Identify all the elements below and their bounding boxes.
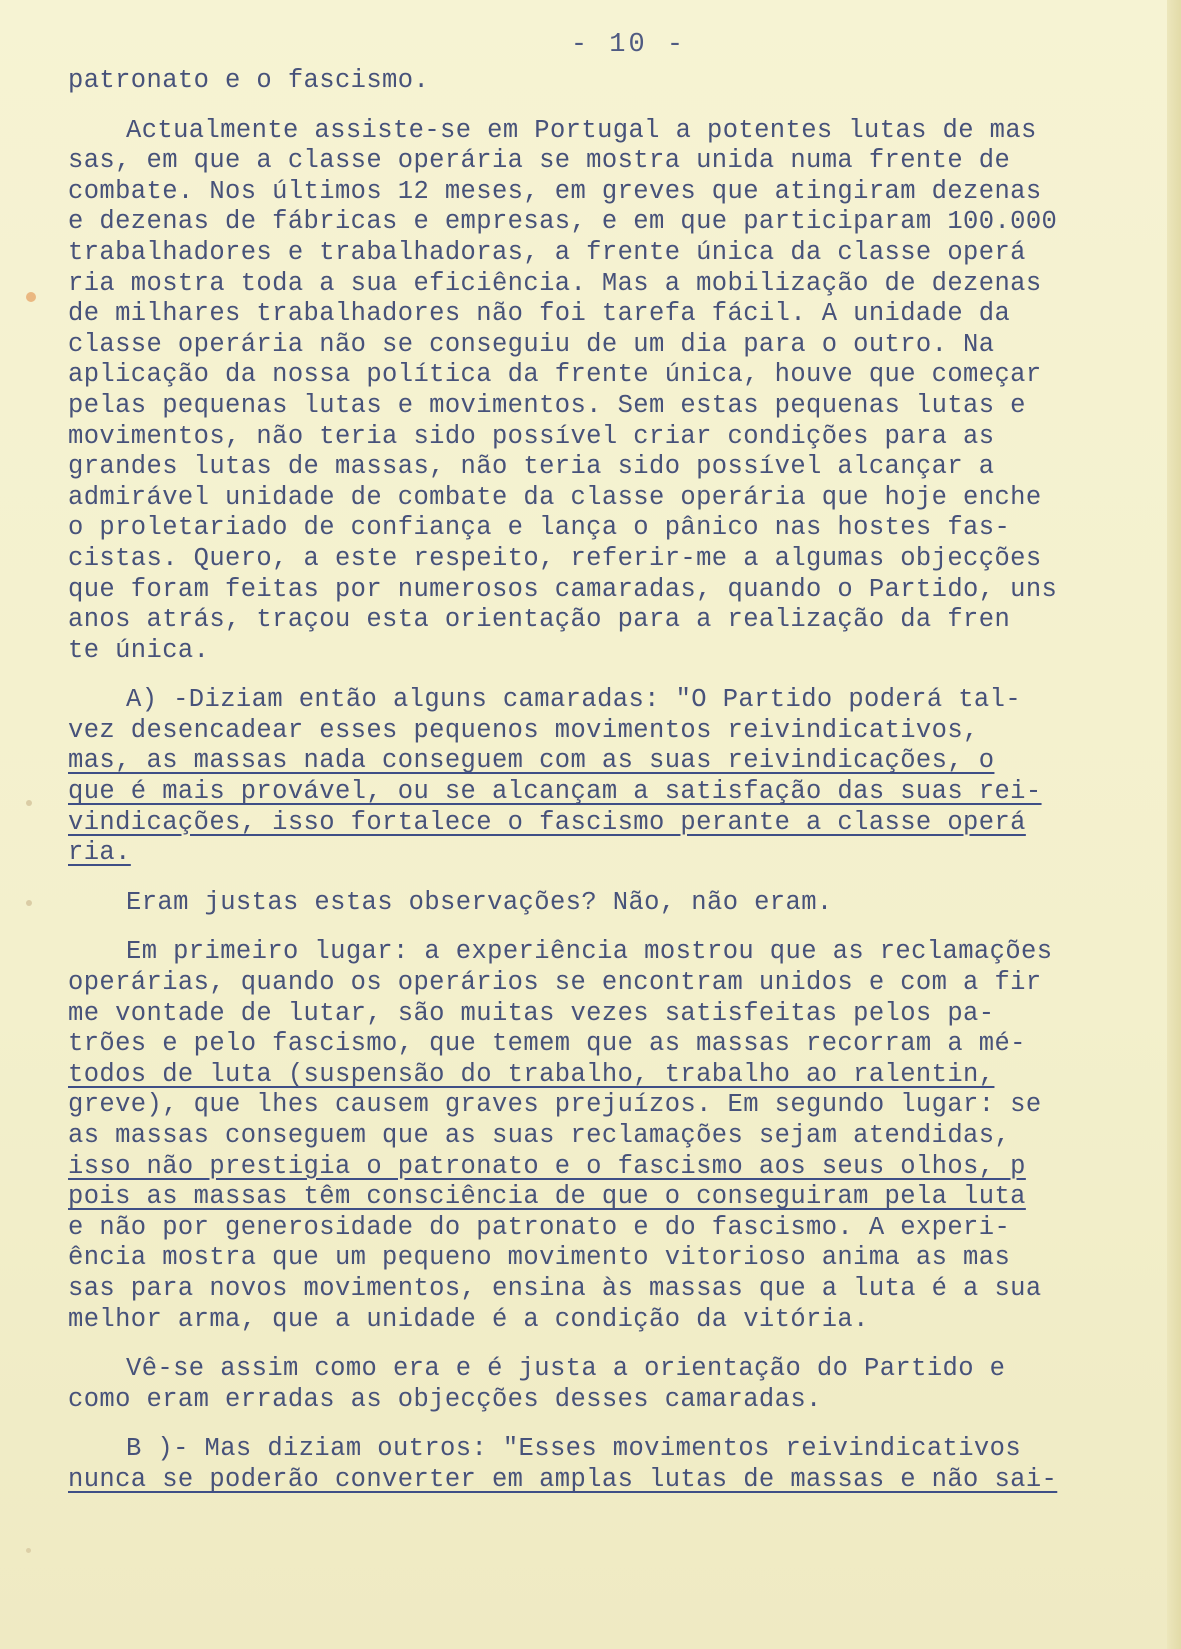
text-line: que foram feitas por numerosos camaradas, quando o Partido, uns bbox=[68, 574, 1058, 604]
text-line: grandes lutas de massas, não teria sido possível alcançar a bbox=[68, 452, 995, 482]
margin-dot bbox=[26, 900, 32, 906]
text-line: greve), que lhes causem graves prejuízos. Em segundo lugar: se bbox=[68, 1090, 1042, 1120]
text-line: trabalhadores e trabalhadoras, a frente única da classe operá bbox=[68, 237, 1026, 267]
paragraph-conclusion bbox=[68, 1354, 1149, 1415]
text-line: pelas pequenas lutas e movimentos. Sem estas pequenas lutas e bbox=[68, 390, 1026, 420]
underlined-text-line: mas, as massas nada conseguem com as suas reivindicações, o bbox=[68, 746, 995, 776]
margin-dot bbox=[26, 1548, 31, 1553]
paragraph-continuation bbox=[68, 66, 1149, 97]
text-line: Em primeiro lugar: a experiência mostrou que as reclamações bbox=[126, 937, 1053, 967]
text-line: operárias, quando os operários se encontram unidos e com a fir bbox=[68, 968, 1042, 998]
page-number: - 10 - bbox=[570, 30, 687, 60]
text-line: o proletariado de confiança e lança o pânico nas hostes fas- bbox=[68, 513, 1011, 543]
underlined-text-line: nunca se poderão converter em amplas lutas de massas e não sai- bbox=[68, 1464, 1058, 1494]
text-line: Vê-se assim como era e é justa a orientação do Partido e bbox=[126, 1354, 1006, 1384]
text-line: e dezenas de fábricas e empresas, e em que participaram 100.000 bbox=[68, 207, 1058, 237]
text-line: patronato e o fascismo. bbox=[68, 66, 430, 95]
text-line: as massas conseguem que as suas reclamações sejam atendidas, bbox=[68, 1121, 1011, 1150]
text-line: sas para novos movimentos, ensina às massas que a luta é a sua bbox=[68, 1273, 1042, 1303]
text-line: aplicação da nossa política da frente única, houve que começar bbox=[68, 360, 1042, 390]
underlined-text-line: ria. bbox=[68, 838, 131, 868]
text-line: vez desencadear esses pequenos movimentos reivindicativos, bbox=[68, 715, 979, 745]
text-line: classe operária não se conseguiu de um dia para o outro. Na bbox=[68, 329, 995, 359]
text-line: me vontade de lutar, são muitas vezes satisfeitas pelos pa- bbox=[68, 998, 995, 1028]
underlined-text-line: vindicações, isso fortalece o fascismo perante a classe operá bbox=[68, 807, 1026, 837]
underlined-text-line: isso não prestigia o patronato e o fascismo aos seus olhos, p bbox=[68, 1151, 1026, 1181]
text-line: A) -Diziam então alguns camaradas: "O Partido poderá tal- bbox=[126, 685, 1022, 715]
paragraph-primeiro-lugar bbox=[68, 937, 1149, 1335]
text-line: como eram erradas as objecções desses camaradas. bbox=[68, 1384, 822, 1414]
underlined-text-line: que é mais provável, ou se alcançam a satisfação das suas rei- bbox=[68, 777, 1042, 807]
text-line: ência mostra que um pequeno movimento vitorioso anima as mas bbox=[68, 1243, 1011, 1273]
text-line: te única. bbox=[68, 635, 210, 665]
margin-stain bbox=[26, 292, 36, 302]
text-line: Actualmente assiste-se em Portugal a potentes lutas de mas bbox=[126, 115, 1037, 145]
text-line: admirável unidade de combate da classe operária que hoje enche bbox=[68, 482, 1042, 512]
paper-edge bbox=[1167, 0, 1181, 1649]
text-line: ria mostra toda a sua eficiência. Mas a mobilização de dezenas bbox=[68, 268, 1042, 298]
margin-dot bbox=[26, 800, 32, 806]
text-line: sas, em que a classe operária se mostra unida numa frente de bbox=[68, 146, 1011, 176]
text-line: de milhares trabalhadores não foi tarefa fácil. A unidade da bbox=[68, 299, 1011, 329]
text-line: combate. Nos últimos 12 meses, em greves que atingiram dezenas bbox=[68, 176, 1042, 206]
paragraph-actualmente bbox=[68, 116, 1149, 667]
text-line: melhor arma, que a unidade é a condição da vitória. bbox=[68, 1304, 869, 1334]
text-line: cistas. Quero, a este respeito, referir-me a algumas objecções bbox=[68, 543, 1042, 573]
underlined-text-line: todos de luta (suspensão do trabalho, trabalho ao ralentin, bbox=[68, 1059, 995, 1089]
paragraph-objection-b bbox=[68, 1434, 1149, 1495]
text-line: trões e pelo fascismo, que temem que as massas recorram a mé- bbox=[68, 1029, 1026, 1059]
text-line: B )- Mas diziam outros: "Esses movimentos reivindicativos bbox=[126, 1434, 1022, 1464]
text-line: Eram justas estas observações? Não, não eram. bbox=[126, 887, 833, 917]
text-line: movimentos, não teria sido possível criar condições para as bbox=[68, 421, 995, 451]
paragraph-question bbox=[68, 888, 1149, 919]
text-line: anos atrás, traçou esta orientação para a realização da fren bbox=[68, 605, 1011, 635]
paragraph-objection-a bbox=[68, 685, 1149, 869]
underlined-text-line: pois as massas têm consciência de que o conseguiram pela luta bbox=[68, 1182, 1026, 1212]
text-line: e não por generosidade do patronato e do fascismo. A experi- bbox=[68, 1212, 1011, 1242]
